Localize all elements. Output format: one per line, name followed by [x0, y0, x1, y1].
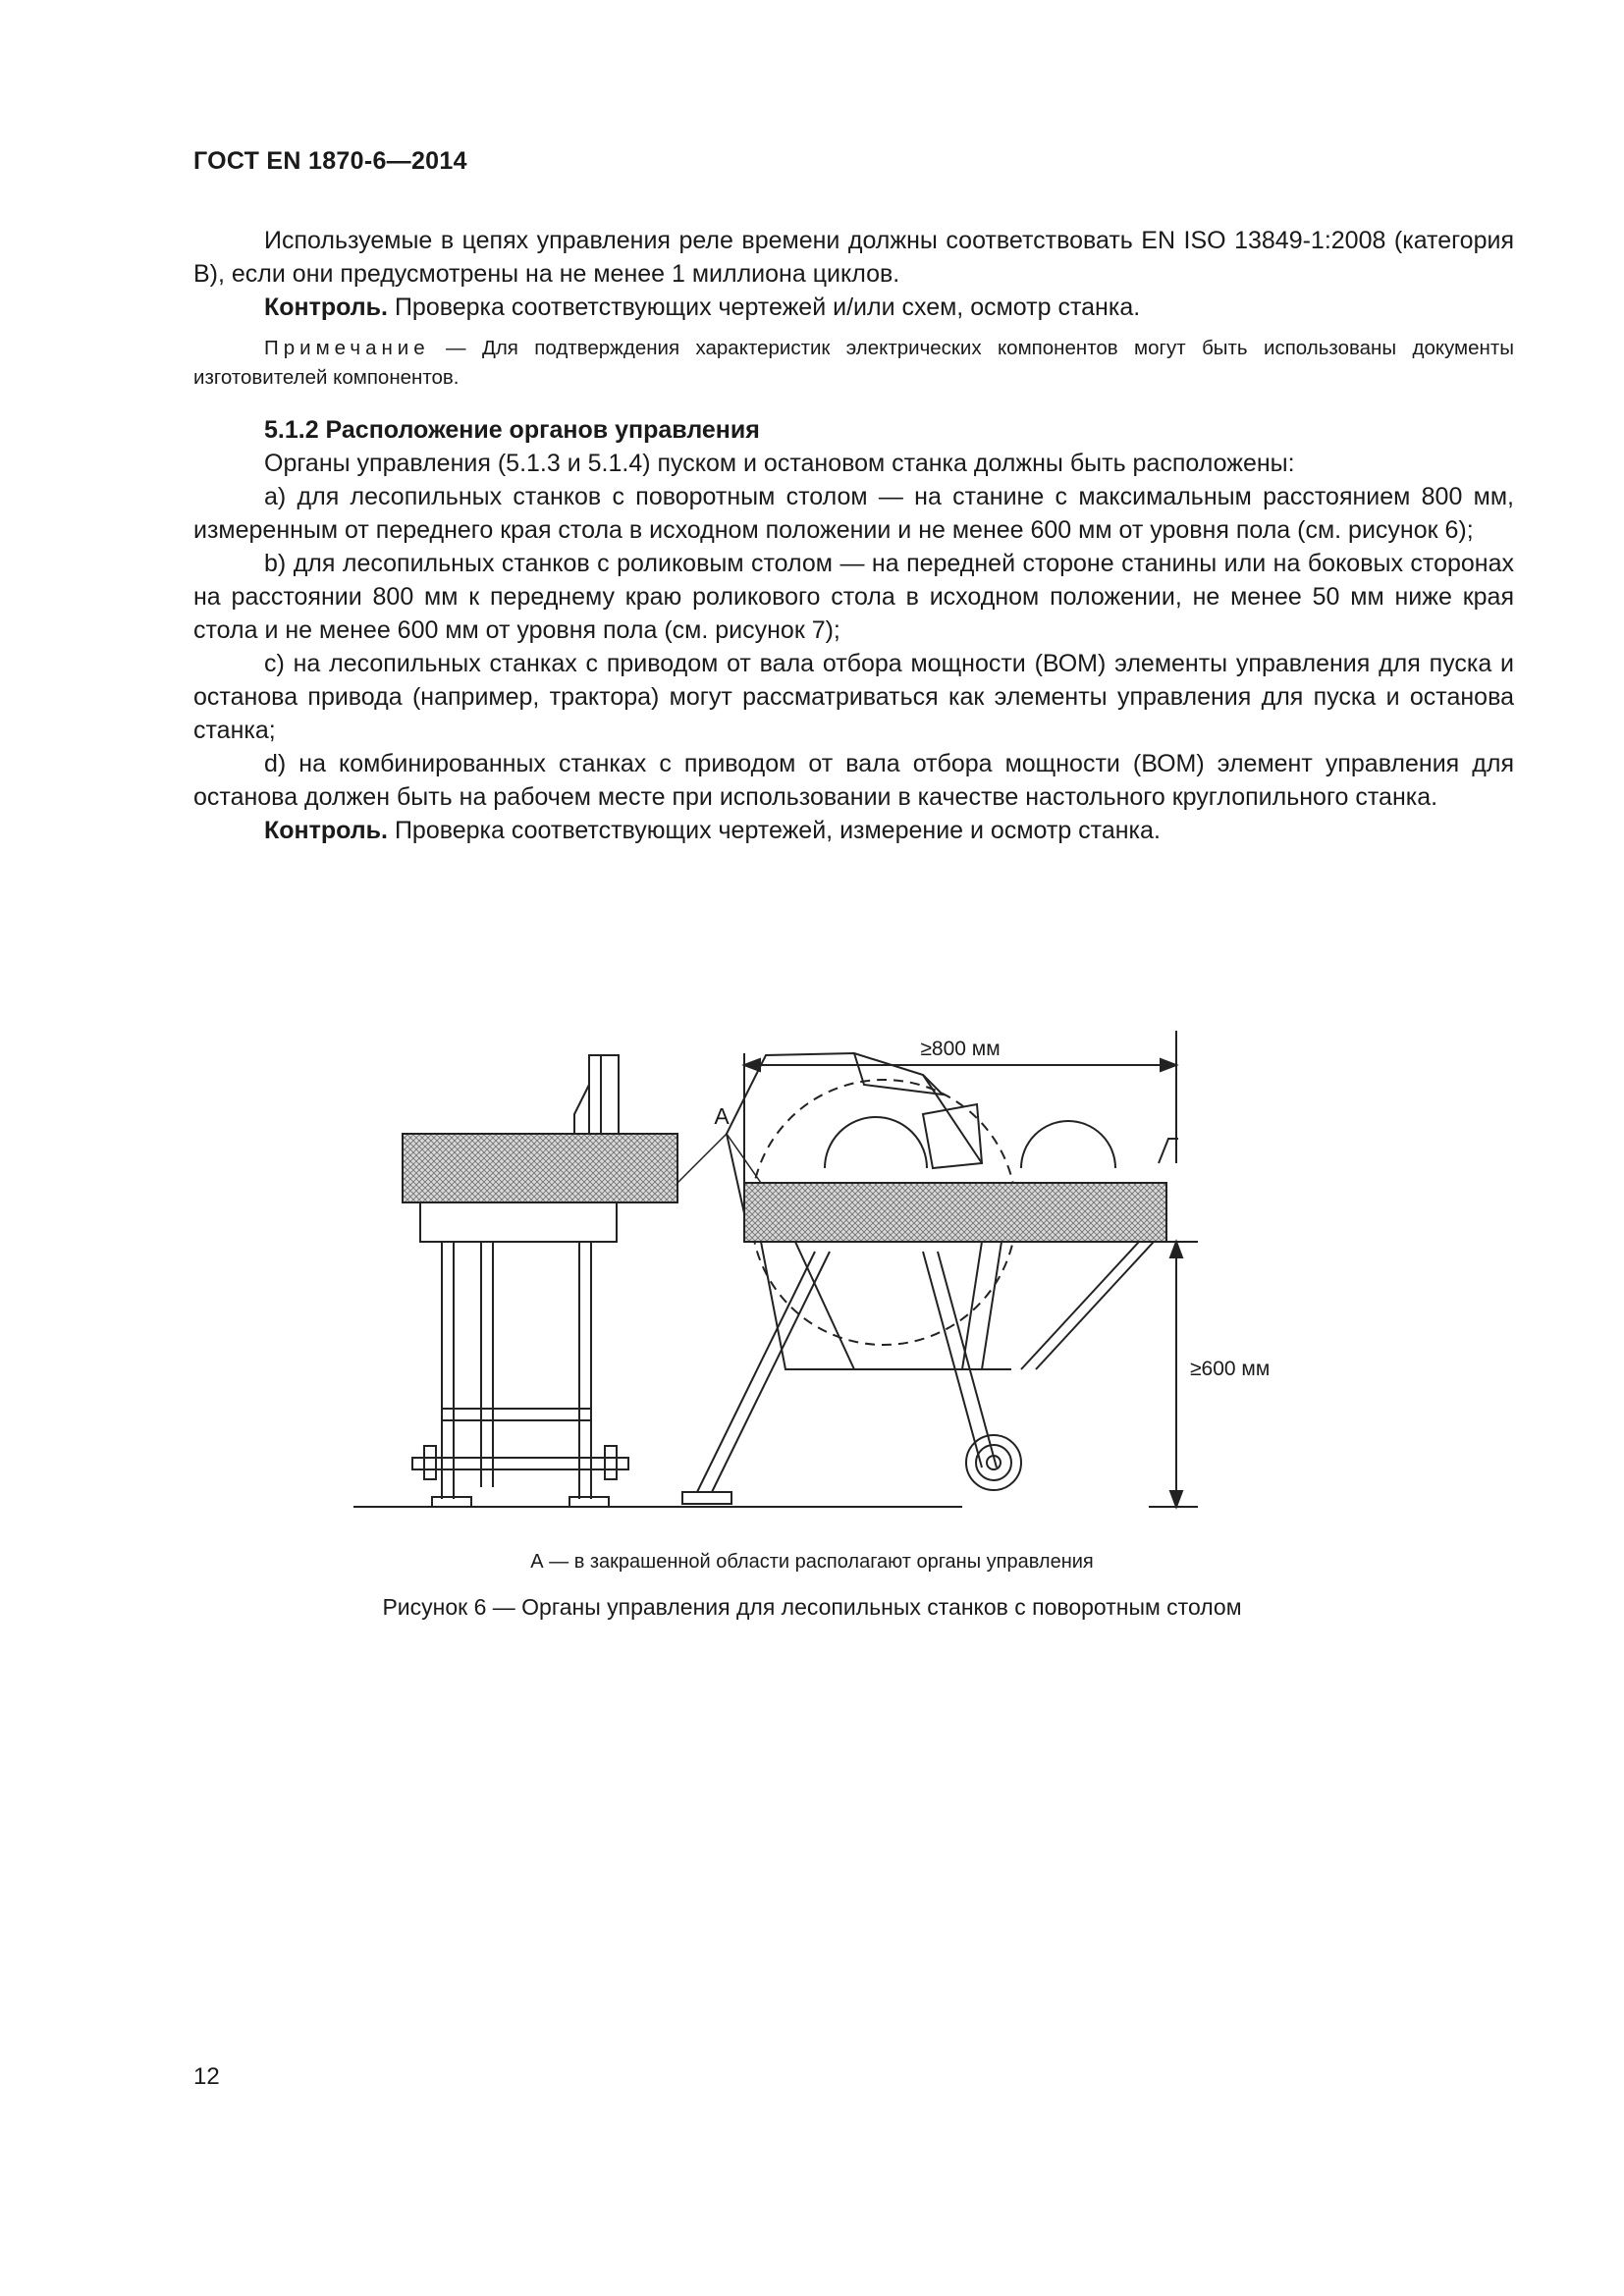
- note-label: Примечание: [264, 337, 430, 359]
- callout-leader-lines: [677, 1134, 761, 1183]
- list-item-b: b) для лесопильных станков с роликовым столом — на передней стороне станины или на боковых сторонах на расстоянии 800 мм к переднему краю роликового стола в исходном положении, не менее 50 мм ниже края стола и не менее 600 мм от уровня пола (см. рисунок 7);: [193, 549, 1514, 644]
- figure-6-drawing: [334, 937, 1355, 1526]
- sawing-machine-diagram: [334, 937, 1355, 1526]
- paragraph-intro: Органы управления (5.1.3 и 5.1.4) пуском и остановом станка должны быть расположены:: [264, 449, 1295, 477]
- control-paragraph-2: [193, 814, 1514, 847]
- control-paragraph-1: [193, 291, 1514, 324]
- left-front-leg: [697, 1252, 815, 1492]
- paragraph-relays: Используемые в цепях управления реле времени должны соответствовать EN ISO 13849-1:2008 (категория В), если они предусмотрены на не менее 1 миллиона циклов.: [193, 227, 1514, 288]
- log-left: [825, 1117, 927, 1168]
- control-text: Проверка соответствующих чертежей, измерение и осмотр станка.: [388, 816, 1161, 844]
- note-text: — Для подтверждения характеристик электрических компонентов могут быть использованы документы изготовителей компонентов.: [193, 337, 1514, 389]
- left-control-zone: [403, 1134, 677, 1202]
- callout-a-label: А: [714, 1103, 730, 1129]
- log-right: [1021, 1121, 1115, 1168]
- note-paragraph: [193, 334, 1514, 393]
- section-heading: 5.1.2 Расположение органов управления: [264, 415, 760, 444]
- dim-height-label: ≥600 мм: [1190, 1358, 1271, 1380]
- figure-caption: Рисунок 6 — Органы управления для лесопильных станков с поворотным столом: [382, 1594, 1242, 1620]
- control-label: Контроль.: [264, 816, 388, 844]
- body-text: [193, 224, 1514, 847]
- left-foot: [682, 1492, 731, 1504]
- control-label: Контроль.: [264, 294, 388, 321]
- dim-width-label: ≥800 мм: [920, 1038, 1001, 1060]
- list-item-c: c) на лесопильных станках с приводом от вала отбора мощности (ВОМ) элементы управления для пуска и останова привода (например, трактора) могут рассматриваться как элементы управления для пуска и останова станка;: [193, 649, 1514, 744]
- left-frame-body: [420, 1198, 617, 1242]
- left-base-rail: [412, 1458, 628, 1469]
- wheel-outer: [966, 1435, 1021, 1490]
- control-text: Проверка соответствующих чертежей и/или схем, осмотр станка.: [388, 294, 1141, 321]
- document-header: ГОСТ EN 1870-6—2014: [193, 147, 467, 175]
- figure-legend: А — в закрашенной области располагают органы управления: [530, 1551, 1094, 1573]
- page-number: 12: [193, 2063, 220, 2090]
- right-control-zone: [744, 1183, 1166, 1242]
- list-item-a: a) для лесопильных станков с поворотным столом — на станине с максимальным расстоянием 800 мм, измеренным от переднего края стола в исходном положении и не менее 600 мм от уровня пола (см. рисунок 6);: [193, 482, 1514, 544]
- list-item-d: d) на комбинированных станках с приводом от вала отбора мощности (ВОМ) элемент управления для останова должен быть на рабочем месте при использовании в качестве настольного круглопильного станка.: [193, 749, 1514, 811]
